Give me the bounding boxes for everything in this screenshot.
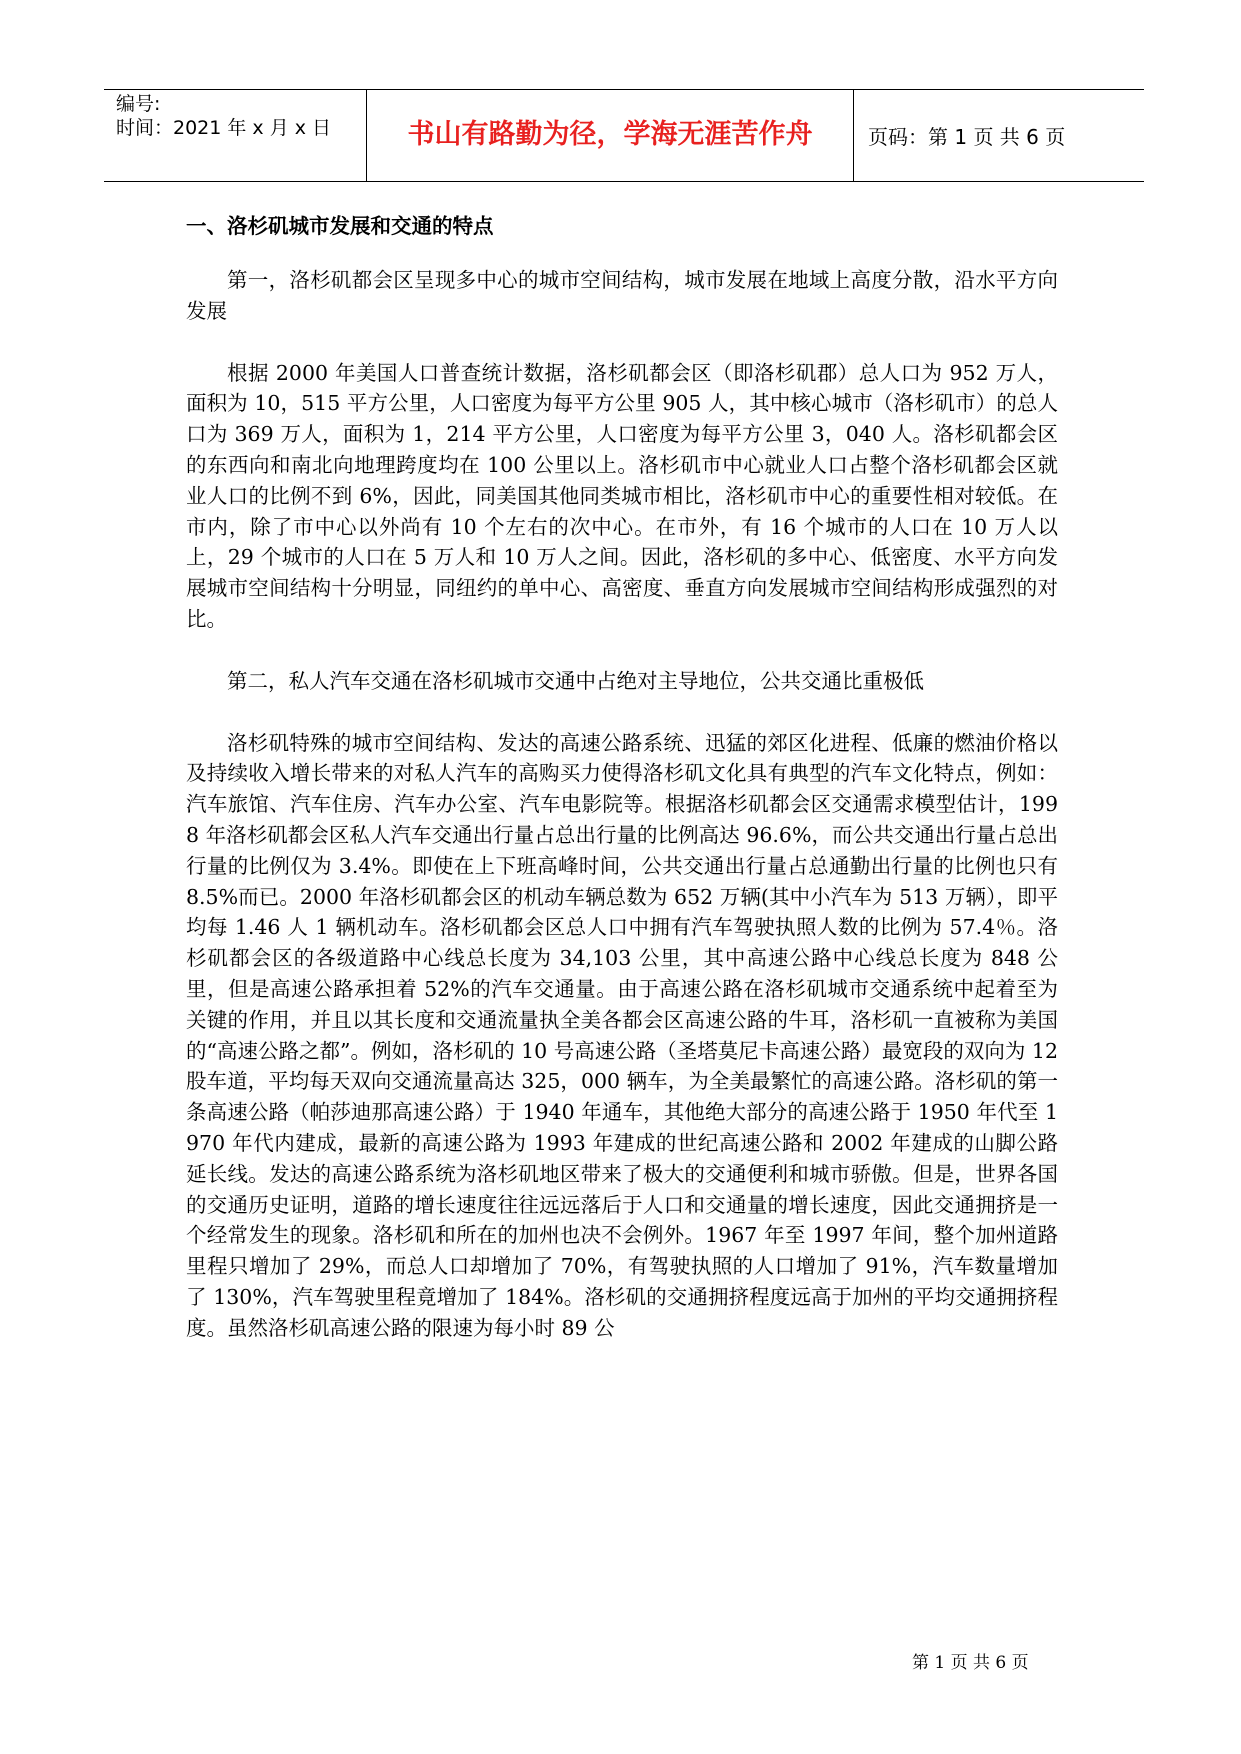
paragraph-point-one: 第一，洛杉矶都会区呈现多中心的城市空间结构，城市发展在地域上高度分散，沿水平方向发展 — [186, 268, 1058, 323]
header-info-cell — [104, 90, 366, 181]
header-motto: 书山有路勤为径，学海无涯苦作舟 — [407, 119, 813, 150]
paragraph-car-culture: 洛杉矶特殊的城市空间结构、发达的高速公路系统、迅猛的郊区化进程、低廉的燃油价格以及持续收入增长带来的对私人汽车的高购买力使得洛杉矶文化具有典型的汽车文化特点，例如：汽车旅馆、汽车住房、汽车办公室、汽车电影院等。根据洛杉矶都会区交通需求模型估计，1998 年洛杉矶都会区私人汽车交通出行量占总出行量的比例高达 96.6%，而公共交通出行量占总出行量的比例仅为 3.4%。即使在上下班高峰时间，公共交通出行量占总通勤出行量的比例也只有 8.5%而已。2000 年洛杉矶都会区的机动车辆总数为 652 万辆(其中小汽车为 513 万辆），即平均每 1.46 人 1 辆机动车。洛杉矶都会区总人口中拥有汽车驾驶执照人数的比例为 57.4％。洛杉矶都会区的各级道路中心线总长度为 34,103 公里，其中高速公路中心线总长度为 848 公里，但是高速公路承担着 52%的汽车交通量。由于高速公路在洛杉矶城市交通系统中起着至为关键的作用，并且以其长度和交通流量执全美各都会区高速公路的牛耳，洛杉矶一直被称为美国的“高速公路之都”。例如，洛杉矶的 10 号高速公路（圣塔莫尼卡高速公路）最宽段的双向为 12 股车道，平均每天双向交通流量高达 325，000 辆车，为全美最繁忙的高速公路。洛杉矶的第一条高速公路（帕莎迪那高速公路）于 1940 年通车，其他绝大部分的高速公路于 1950 年代至 1970 年代内建成，最新的高速公路为 1993 年建成的世纪高速公路和 2002 年建成的山脚公路延长线。发达的高速公路系统为洛杉矶地区带来了极大的交通便利和城市骄傲。但是，世界各国的交通历史证明，道路的增长速度往往远远落后于人口和交通量的增长速度，因此交通拥挤是一个经常发生的现象。洛杉矶和所在的加州也决不会例外。1967 年至 1997 年间，整个加州道路里程只增加了 29%，而总人口却增加了 70%，有驾驶执照的人口增加了 91%，汽车数量增加了 130%，汽车驾驶里程竟增加了 184%。洛杉矶的交通拥挤程度远高于加州的平均交通拥挤程度。虽然洛杉矶高速公路的限速为每小时 89 公 — [186, 730, 1058, 1340]
paragraph-point-two: 第二，私人汽车交通在洛杉矶城市交通中占绝对主导地位，公共交通比重极低 — [227, 668, 924, 693]
time-label: 时间：2021 年 x 月 x 日 — [116, 117, 332, 139]
serial-number-label: 编号: — [116, 93, 161, 115]
document-header — [104, 89, 1144, 182]
page-footer: 第 1 页 共 6 页 — [912, 1653, 1029, 1673]
paragraph-population-data: 根据 2000 年美国人口普查统计数据，洛杉矶都会区（即洛杉矶郡）总人口为 952 万人，面积为 10，515 平方公里，人口密度为每平方公里 905 人，其中核心城市（洛杉矶市）的总人口为 369 万人，面积为 1，214 平方公里，人口密度为每平方公里 3，040 人。洛杉矶都会区的东西向和南北向地理跨度均在 100 公里以上。洛杉矶市中心就业人口占整个洛杉矶都会区就业人口的比例不到 6%，因此，同美国其他同类城市相比，洛杉矶市中心的重要性相对较低。在市内，除了市中心以外尚有 10 个左右的次中心。在市外，有 16 个城市的人口在 10 万人以上，29 个城市的人口在 5 万人和 10 万人之间。因此，洛杉矶的多中心、低密度、水平方向发展城市空间结构十分明显，同纽约的单中心、高密度、垂直方向发展城市空间结构形成强烈的对比。 — [186, 360, 1058, 631]
header-page-number: 页码：第 1 页 共 6 页 — [868, 125, 1066, 149]
document-body — [186, 211, 1058, 1344]
header-motto-cell — [366, 90, 854, 181]
header-page-cell — [854, 90, 1144, 181]
section-title: 一、洛杉矶城市发展和交通的特点 — [186, 214, 494, 238]
